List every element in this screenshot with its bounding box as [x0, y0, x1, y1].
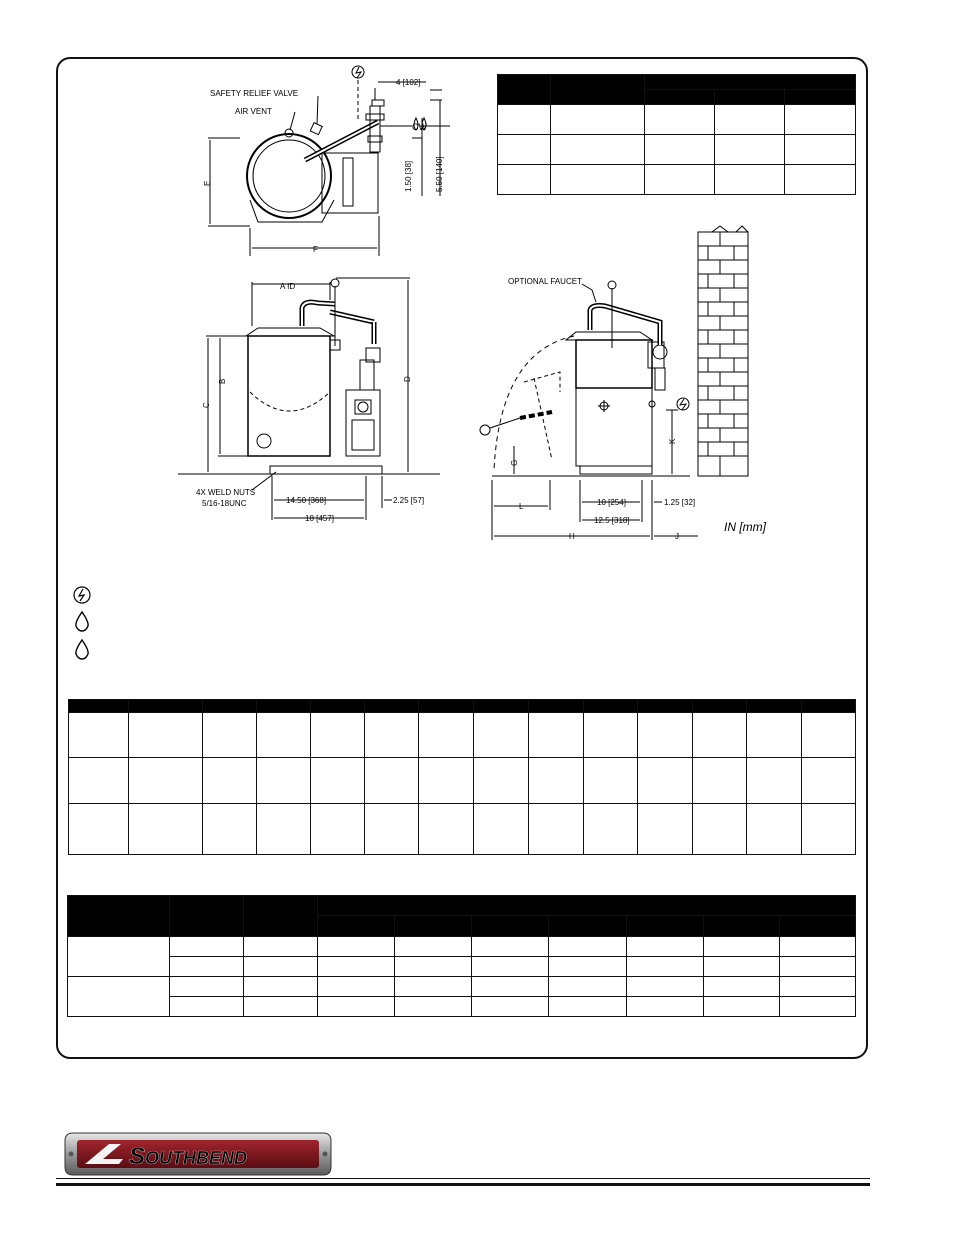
- dim-10-label: 10 [254]: [597, 498, 626, 507]
- label-c: C: [202, 402, 211, 408]
- label-g: G: [510, 459, 519, 466]
- southbend-logo: [63, 1131, 333, 1177]
- cw-label: CW: [412, 122, 427, 132]
- footer-rule: [56, 1183, 870, 1186]
- table-row: [68, 957, 856, 977]
- dim-1450-label: 14.50 [368]: [286, 496, 327, 505]
- dim-4-label: 4 [102]: [396, 78, 421, 87]
- air-vent-label: AIR VENT: [235, 107, 272, 116]
- table-row: [69, 713, 856, 758]
- units-label: IN [mm]: [724, 520, 766, 534]
- dim-225-label: 2.25 [57]: [393, 496, 425, 505]
- table-row: [68, 977, 856, 997]
- weld-nuts-thread-label: 5/16-18UNC: [202, 499, 247, 508]
- dim-18-label: 18 [457]: [305, 514, 334, 523]
- svg-text:SOUTHBEND: SOUTHBEND: [129, 1143, 248, 1170]
- electric-connection-icon: [356, 67, 361, 78]
- electric-connection-icon: [677, 398, 689, 410]
- table-row: [69, 758, 856, 803]
- table-row: [69, 803, 856, 854]
- dim-150-label: 1.50 [38]: [404, 160, 413, 192]
- label-b: B: [218, 378, 227, 384]
- label-j: J: [675, 532, 679, 541]
- dimensions-table: [68, 699, 856, 855]
- safety-relief-valve-label: SAFETY RELIEF VALVE: [210, 89, 299, 98]
- label-e: E: [203, 180, 212, 186]
- water-drop-icon: [72, 638, 92, 660]
- optional-faucet-label: OPTIONAL FAUCET: [508, 277, 582, 286]
- dim-125b-label: 12.5 [318]: [594, 516, 630, 525]
- label-h: H: [569, 532, 575, 541]
- electric-connection-icon: [72, 584, 92, 606]
- label-d: D: [403, 376, 412, 382]
- label-k: K: [668, 438, 677, 444]
- dim-125-label: 1.25 [32]: [664, 498, 696, 507]
- label-l: L: [519, 502, 524, 511]
- dim-550-label: 5.50 [140]: [435, 156, 444, 192]
- label-f: F: [313, 245, 318, 254]
- weld-nuts-label: 4X WELD NUTS: [196, 488, 256, 497]
- footer-rule-thin: [56, 1178, 870, 1179]
- kettle-drawings: [0, 0, 954, 560]
- water-drop-icon: [72, 610, 92, 632]
- label-a-id: A ID: [280, 282, 296, 291]
- electrical-table: [67, 895, 856, 1017]
- table-row: [68, 937, 856, 957]
- table-row: [68, 997, 856, 1017]
